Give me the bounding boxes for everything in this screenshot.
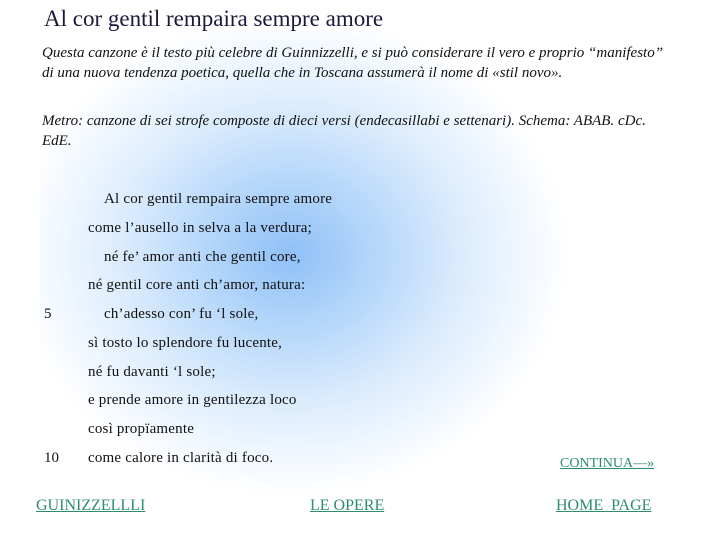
verse-2: come l’ausello in selva a la verdura; [88, 220, 312, 236]
verse-9: così propïamente [88, 421, 195, 437]
line-number-5: 5 [44, 306, 52, 322]
verse-1: Al cor gentil rempaira sempre amore [104, 191, 333, 207]
verse-10: come calore in clarità di foco. [88, 450, 274, 466]
verse-6: sì tosto lo splendore fu lucente, [88, 335, 283, 351]
le-opere-link[interactable]: LE OPERE [310, 497, 385, 514]
verse-4: né gentil core anti ch’amor, natura: [88, 277, 306, 293]
home-page-link[interactable]: HOME PAGE [556, 497, 652, 514]
guinizzelli-link[interactable]: GUINIZZELLLI [36, 497, 146, 514]
verse-8: e prende amore in gentilezza loco [88, 392, 297, 408]
page-title: Al cor gentil rempaira sempre amore [44, 6, 384, 31]
line-number-10: 10 [44, 450, 59, 466]
verse-3: né fe’ amor anti che gentil core, [104, 249, 301, 265]
verse-7: né fu davanti ‘l sole; [88, 364, 216, 380]
verse-5: ch’adesso con’ fu ‘l sole, [104, 306, 259, 322]
intro-paragraph: Questa canzone è il testo più celebre di Guinnizzelli, e si può considerare il vero e proprio “manifesto” di una nuova tendenza poetica, quella che in Toscana assumerà il nome di «stil novo». [42, 45, 664, 81]
metro-paragraph: Metro: canzone di sei strofe composte di dieci versi (endecasillabi e settenari). Schema: ABAB. cDc. EdE. [42, 113, 646, 149]
continua-link[interactable]: CONTINUA—» [560, 456, 655, 471]
